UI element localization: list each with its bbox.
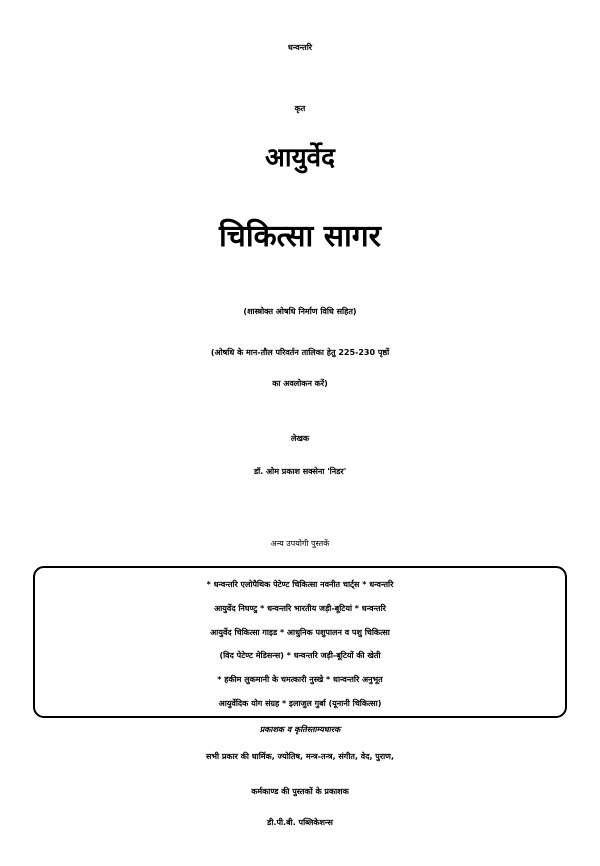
author-prefix: धन्वन्तरि xyxy=(287,43,313,52)
other-books-line: * धन्वन्तरि एलोपैथिक पेटेण्ट चिकित्सा नवनीत चार्ट्स * धन्वन्तरि xyxy=(206,580,394,589)
other-books-line: आयुर्वेद चिकित्सा गाइड * आधुनिक पशुपालन व पशु चिकित्सा xyxy=(210,627,390,637)
publisher-description-line-2: कर्मकाण्ड की पुस्तकों के प्रकाशक xyxy=(251,787,349,796)
other-books-line: * हकीम लुकमानी के चमत्कारी नुस्खे * धान्वन्तरि अनुभूत xyxy=(217,675,383,685)
other-books-box xyxy=(33,566,567,718)
writer-label: लेखक xyxy=(290,434,310,443)
conversion-note-line-2: का अवलोकन करें) xyxy=(272,379,328,388)
other-books-line: आयुर्वेदिक योग संग्रह * इलाजुल गुर्बा (यूनानी चिकित्सा) xyxy=(218,698,382,708)
other-books-label: अन्य उपयोगी पुस्तकें xyxy=(270,539,330,548)
writer-name: डॉ. ओम प्रकाश सक्सेना 'निडर' xyxy=(253,467,347,476)
conversion-note-line-1: (ओषधि के मान-तौल परिवर्तन तालिका हेतु 225-230 पृष्ठों xyxy=(210,348,390,357)
book-title-line-1: आयुर्वेद xyxy=(265,143,335,173)
other-books-line: (विद पेटेण्ट मेडिसन्स) * धन्वन्तरि जड़ी-बूटियों की खेती xyxy=(219,651,381,661)
publisher-name: डी.पी.बी. पब्लिकेशन्स xyxy=(267,818,333,827)
subtitle: (शास्त्रोक्त ओषधि निर्माण विधि सहित) xyxy=(243,307,357,316)
book-title-line-2: चिकित्सा सागर xyxy=(219,219,381,254)
publisher-label: प्रकाशक व कृतिस्ताम्यधारक xyxy=(259,725,341,734)
other-books-line: आयुर्वेद निघण्टु * धन्वन्तरि भारतीय जड़ी-बूटियां * धन्वन्तरि xyxy=(214,603,386,613)
by-label: कृत xyxy=(294,104,306,113)
publisher-description-line-1: सभी प्रकार की धार्मिक, ज्योतिष, मन्त्र-तन्त्र, संगीत, वेद, पुराण, xyxy=(205,752,395,761)
